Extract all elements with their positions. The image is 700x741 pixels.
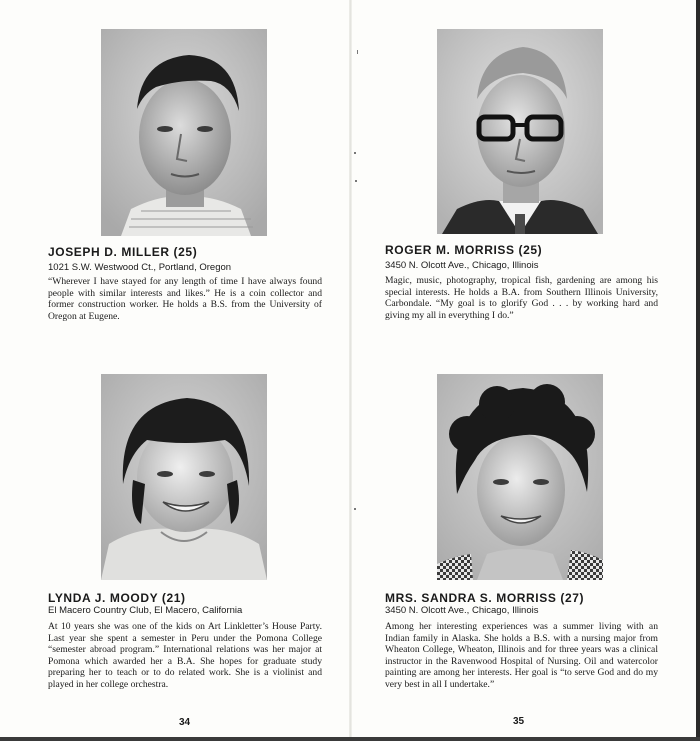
entry-bio: Among her interesting experiences was a summer living with an Indian family in Alaska. She holds a B.S. with a nursing major from Wheaton College, Wheaton, Illinois and for three years was a clinical instructor in the Ravenwood Hospital of Nursing. Oil and watercolor painting are among her interests. Her goal is “to serve God and do my very best in all I undertake.” [385, 621, 658, 690]
entry-address: 3450 N. Olcott Ave., Chicago, Illinois [385, 260, 539, 271]
portrait-photo-lynda-moody [101, 374, 267, 580]
entry-address: El Macero Country Club, El Macero, California [48, 605, 243, 616]
portrait-photo-joseph-miller [101, 29, 267, 236]
page-gutter [349, 0, 352, 741]
entry-bio: “Wherever I have stayed for any length of time I have always found people with similar interests and likes.” He is a coin collector and former construction worker. He holds a B.S. from the University of Oregon at Eugene. [48, 276, 322, 322]
speck [354, 508, 356, 510]
entry-address: 1021 S.W. Westwood Ct., Portland, Oregon [48, 262, 232, 273]
portrait-photo-sandra-morriss [437, 374, 603, 580]
speck [354, 152, 356, 154]
entry-address: 3450 N. Olcott Ave., Chicago, Illinois [385, 605, 539, 616]
page-number-right: 35 [513, 716, 525, 727]
speck [357, 50, 358, 54]
entry-bio: At 10 years she was one of the kids on Art Linkletter’s House Party. Last year she spent a semester in Peru under the Pomona College “semester abroad program.” International relations was her major at Pomona which awarded her a B.A. She hopes for graduate study preparing her to teach or to do related work. She is a violinist and played in her college orchestra. [48, 621, 322, 690]
entry-name: MRS. SANDRA S. MORRISS (27) [385, 591, 585, 605]
portrait-photo-roger-morriss [437, 29, 603, 234]
page-edge-shadow [696, 0, 700, 741]
page-number-left: 34 [179, 717, 191, 728]
page-bottom-shadow [0, 737, 700, 741]
entry-name: ROGER M. MORRISS (25) [385, 243, 543, 257]
entry-bio: Magic, music, photography, tropical fish, gardening are among his special interests. He holds a B.A. from Southern Illinois University, Carbondale. “My goal is to glorify God . . . by working hard and giving my all in everything I do.” [385, 275, 658, 321]
entry-name: LYNDA J. MOODY (21) [48, 591, 186, 605]
speck [355, 180, 357, 182]
entry-name: JOSEPH D. MILLER (25) [48, 245, 198, 259]
